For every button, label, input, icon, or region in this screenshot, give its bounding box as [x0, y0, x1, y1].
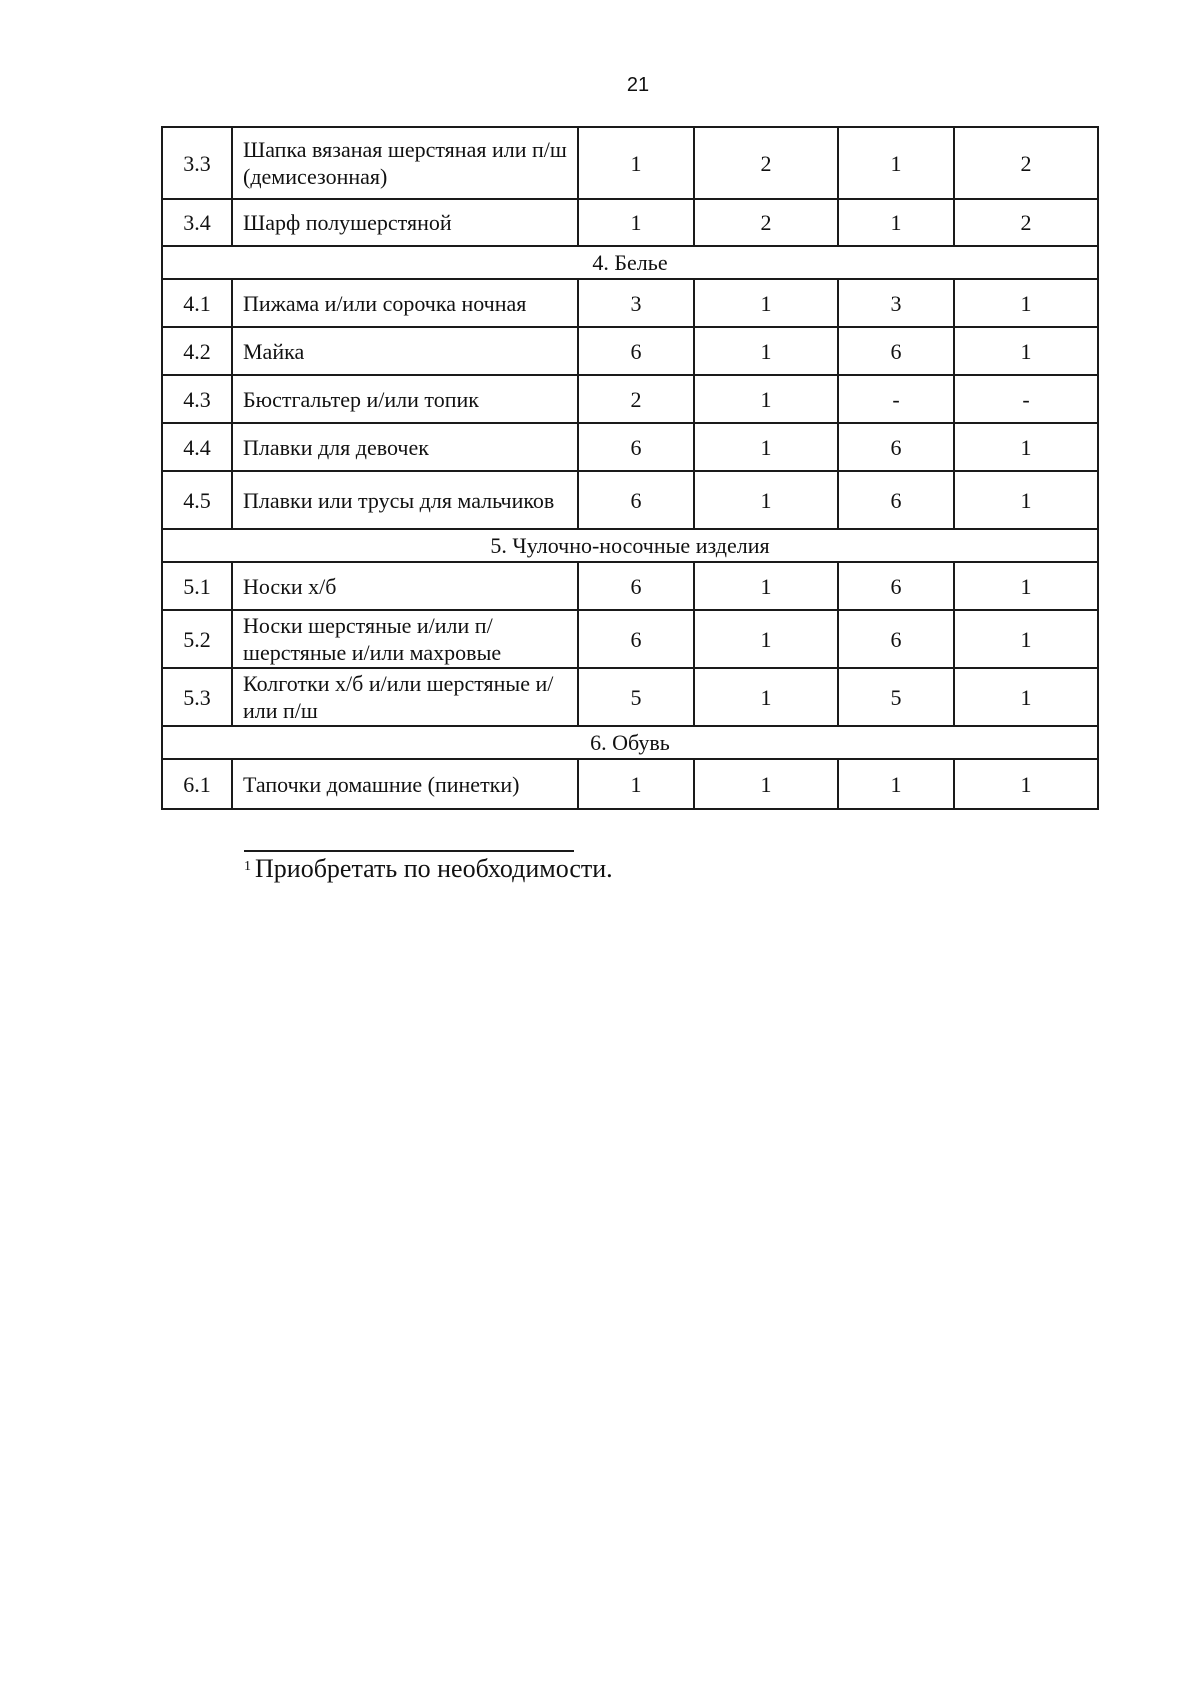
- item-value: 1: [954, 759, 1098, 809]
- item-value: 6: [838, 423, 954, 471]
- item-value: 6: [838, 610, 954, 668]
- item-number: 4.1: [162, 279, 232, 327]
- table-row: [162, 279, 1098, 327]
- item-value: 1: [578, 127, 694, 199]
- item-value: 1: [694, 471, 838, 529]
- item-value: 6: [838, 471, 954, 529]
- item-value: 1: [694, 610, 838, 668]
- table-row: [162, 668, 1098, 726]
- item-value: 2: [694, 199, 838, 246]
- item-name: Пижама и/или сорочка ночная: [232, 279, 578, 327]
- item-value: 6: [838, 327, 954, 375]
- item-value: 1: [954, 562, 1098, 610]
- item-value: 2: [954, 127, 1098, 199]
- item-value: 6: [578, 471, 694, 529]
- items-table: [161, 126, 1099, 810]
- item-name: Колготки х/б и/или шерстяные и/или п/ш: [232, 668, 578, 726]
- item-name: Плавки для девочек: [232, 423, 578, 471]
- item-number: 6.1: [162, 759, 232, 809]
- item-value: 1: [578, 199, 694, 246]
- item-number: 5.2: [162, 610, 232, 668]
- item-name: Шарф полушерстяной: [232, 199, 578, 246]
- item-value: 1: [694, 759, 838, 809]
- item-value: 1: [954, 471, 1098, 529]
- item-value: 5: [838, 668, 954, 726]
- footnote: [244, 852, 613, 886]
- item-name: Плавки или трусы для мальчиков: [232, 471, 578, 529]
- item-value: 1: [694, 562, 838, 610]
- item-value: -: [954, 375, 1098, 423]
- item-number: 5.1: [162, 562, 232, 610]
- section-row: [162, 529, 1098, 562]
- item-number: 4.2: [162, 327, 232, 375]
- item-value: 2: [694, 127, 838, 199]
- item-number: 5.3: [162, 668, 232, 726]
- item-value: 6: [578, 610, 694, 668]
- item-value: 1: [694, 327, 838, 375]
- item-value: 3: [838, 279, 954, 327]
- table-row: [162, 562, 1098, 610]
- table-row: [162, 423, 1098, 471]
- section-row: [162, 726, 1098, 759]
- table-row: [162, 199, 1098, 246]
- item-number: 4.3: [162, 375, 232, 423]
- item-value: 6: [578, 562, 694, 610]
- item-value: 6: [578, 327, 694, 375]
- item-value: 1: [694, 423, 838, 471]
- section-title: 5. Чулочно-носочные изделия: [162, 529, 1098, 562]
- table-row: [162, 375, 1098, 423]
- table-row: [162, 759, 1098, 809]
- item-value: 1: [954, 423, 1098, 471]
- item-value: 1: [954, 279, 1098, 327]
- section-title: 6. Обувь: [162, 726, 1098, 759]
- item-value: 1: [838, 127, 954, 199]
- item-name: Носки х/б: [232, 562, 578, 610]
- item-value: 1: [954, 610, 1098, 668]
- item-value: 1: [954, 668, 1098, 726]
- page-number: 21: [626, 74, 650, 96]
- table-row: [162, 327, 1098, 375]
- item-value: 1: [694, 668, 838, 726]
- item-number: 3.4: [162, 199, 232, 246]
- item-value: 6: [838, 562, 954, 610]
- section-title: 4. Белье: [162, 246, 1098, 279]
- item-value: 1: [838, 199, 954, 246]
- item-value: 6: [578, 423, 694, 471]
- item-value: 5: [578, 668, 694, 726]
- item-value: 3: [578, 279, 694, 327]
- item-value: 1: [694, 279, 838, 327]
- footnote-text: Приобретать по необходимости.: [255, 854, 613, 883]
- item-number: 4.5: [162, 471, 232, 529]
- item-value: -: [838, 375, 954, 423]
- table-row: [162, 471, 1098, 529]
- item-number: 4.4: [162, 423, 232, 471]
- item-value: 1: [838, 759, 954, 809]
- table-row: [162, 127, 1098, 199]
- item-number: 3.3: [162, 127, 232, 199]
- item-name: Бюстгальтер и/или топик: [232, 375, 578, 423]
- item-value: 1: [954, 327, 1098, 375]
- item-value: 2: [578, 375, 694, 423]
- item-name: Майка: [232, 327, 578, 375]
- table-row: [162, 610, 1098, 668]
- item-name: Носки шерстяные и/или п/шерстяные и/или махровые: [232, 610, 578, 668]
- footnote-mark: 1: [244, 859, 251, 874]
- item-name: Шапка вязаная шерстяная или п/ш (демисезонная): [232, 127, 578, 199]
- item-name: Тапочки домашние (пинетки): [232, 759, 578, 809]
- section-row: [162, 246, 1098, 279]
- item-value: 2: [954, 199, 1098, 246]
- item-value: 1: [578, 759, 694, 809]
- item-value: 1: [694, 375, 838, 423]
